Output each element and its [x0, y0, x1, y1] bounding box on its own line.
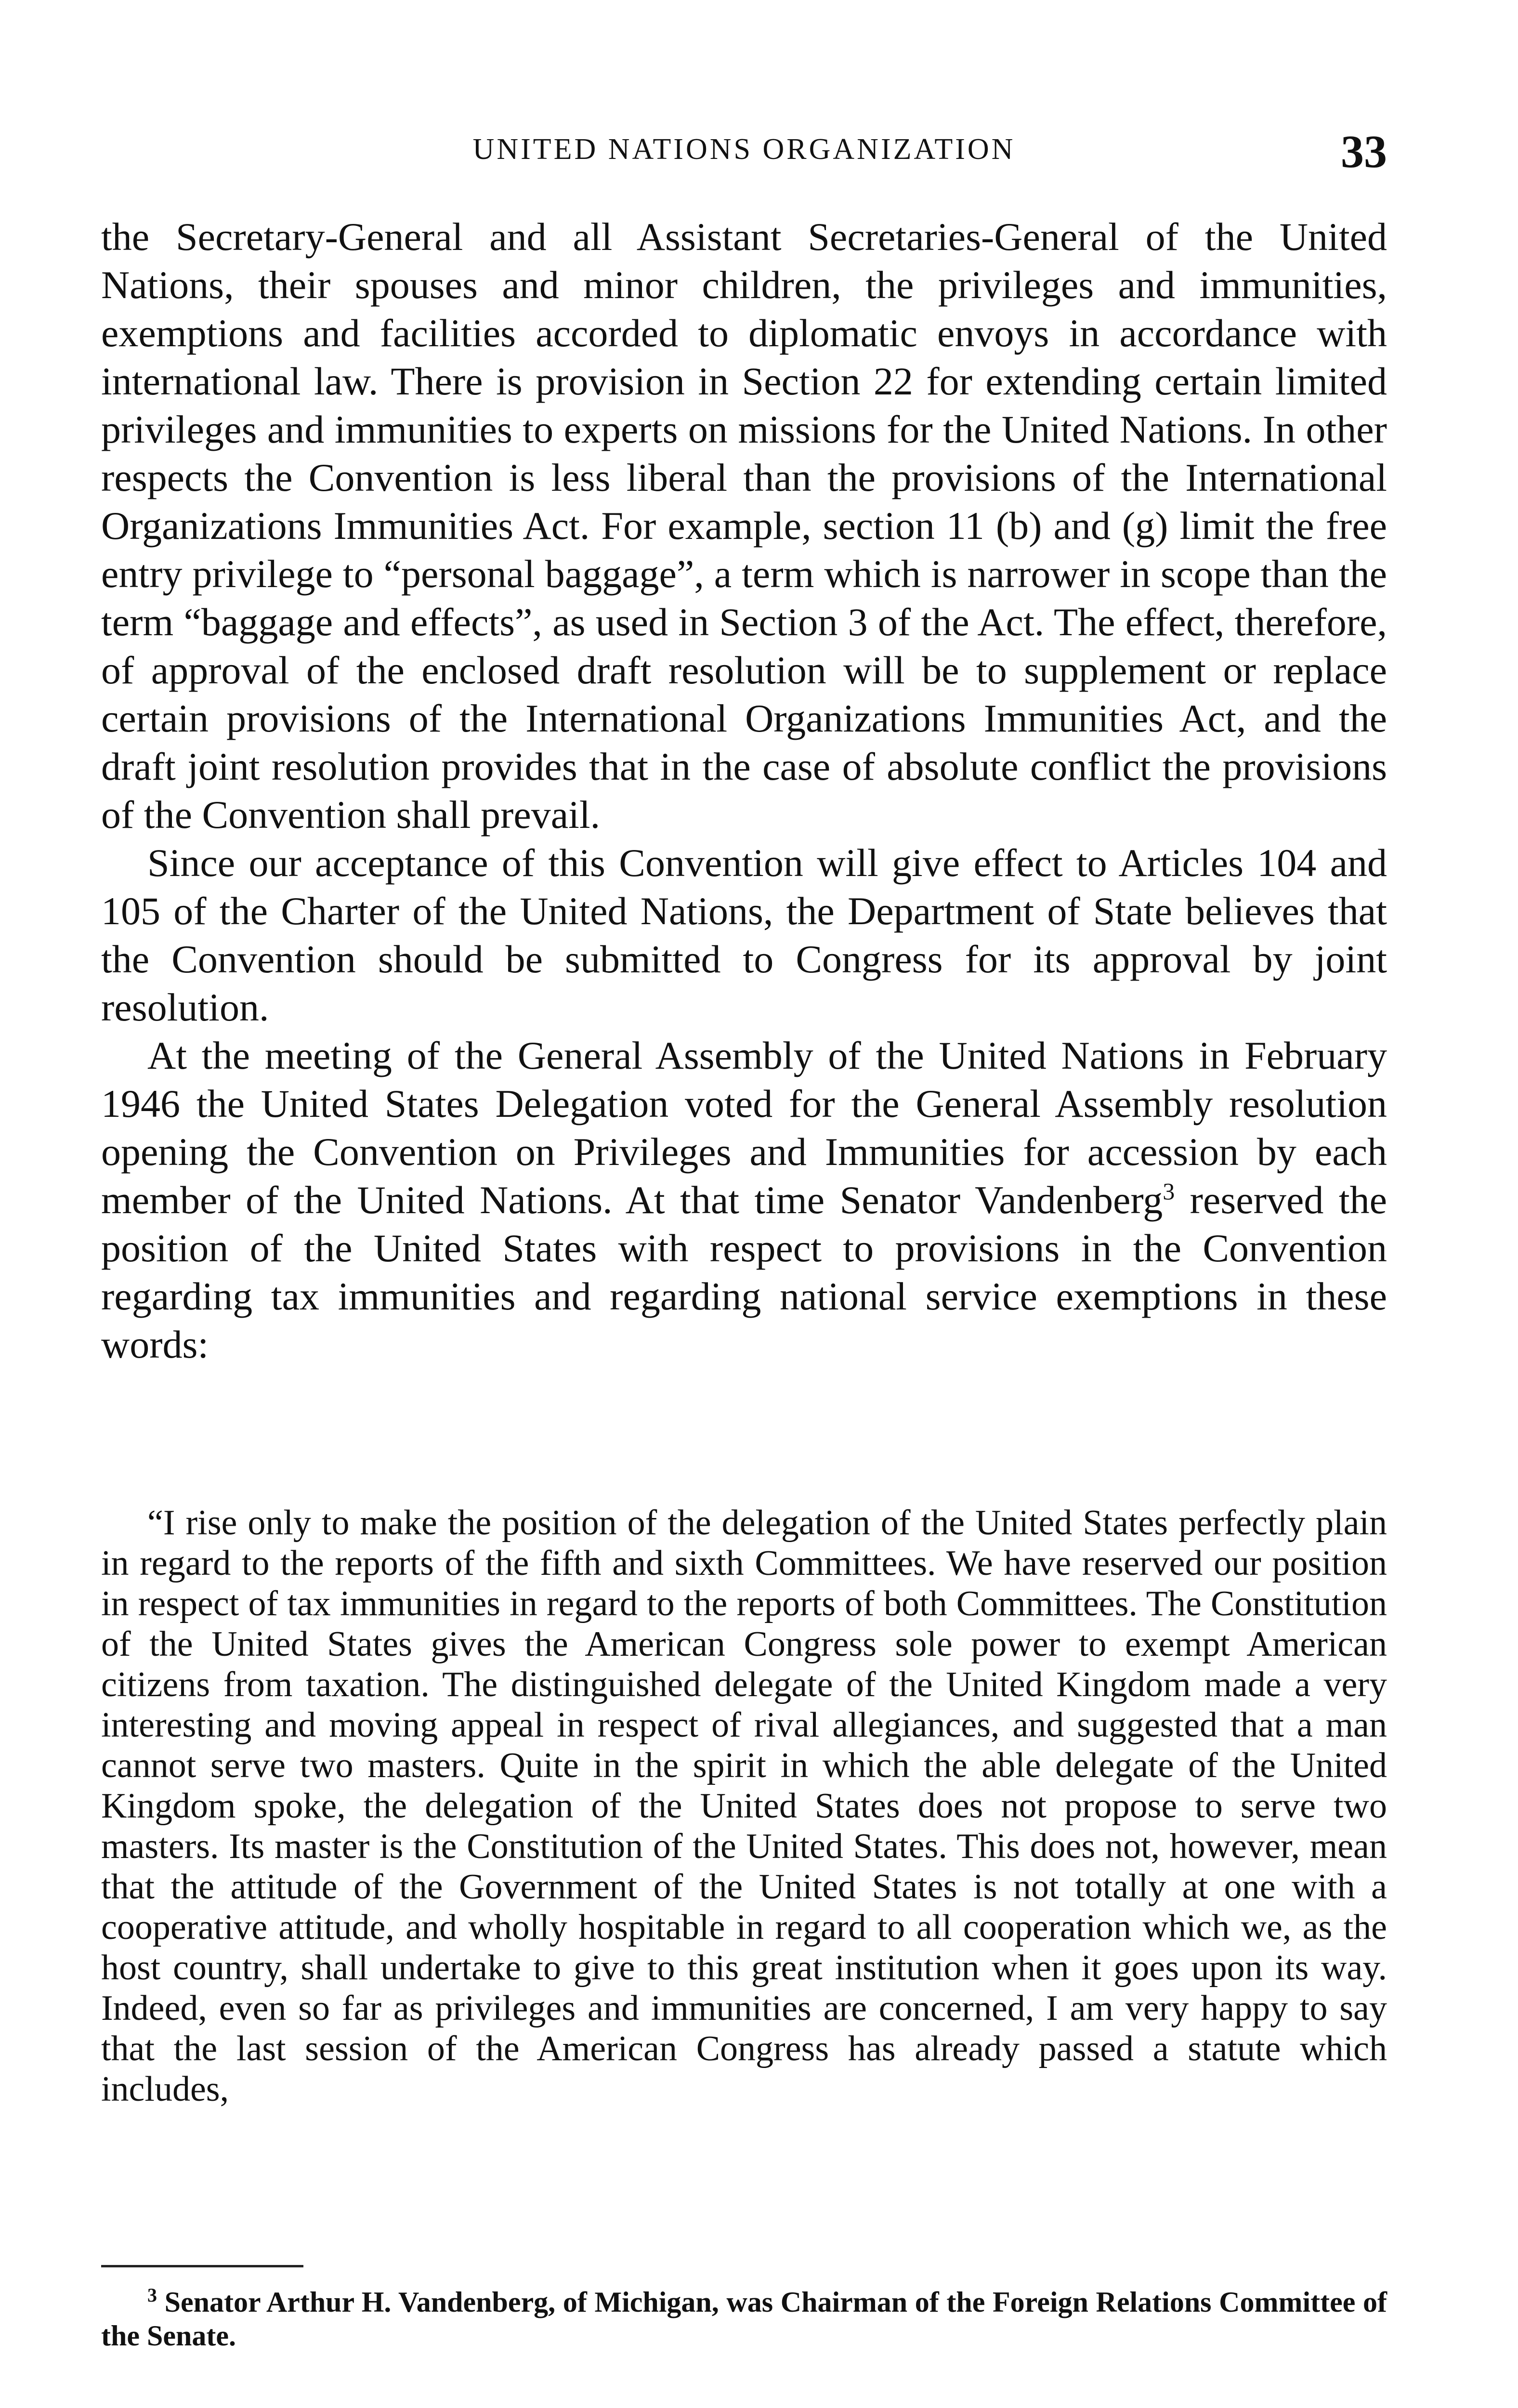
paragraph-general-assembly: [101, 1032, 1387, 1369]
footnote-marker: 3: [147, 2284, 157, 2306]
footnote-divider: [101, 2265, 303, 2267]
block-quote: [101, 1503, 1387, 2109]
paragraph-continuation: the Secretary-General and all Assistant Secretaries-General of the United Nations, their spouses and minor children, the privileges and immunities, exemptions and facilities accorded to diplomatic envoys in accordance with international law. There is provision in Section 22 for extending certain limited privileges and immunities to experts on missions for the United Nations. In other respects the Convention is less liberal than the provisions of the International Organizations Immunities Act. For example, section 11 (b) and (g) limit the free entry privilege to “personal baggage”, a term which is narrower in scope than the term “baggage and effects”, as used in Section 3 of the Act. The effect, therefore, of approval of the enclosed draft resolution will be to supplement or replace certain provisions of the International Organizations Immunities Act, and the draft joint resolution provides that in the case of absolute conflict the provisions of the Convention shall prevail.: [101, 215, 1387, 837]
footnote: [101, 2285, 1387, 2353]
page-number: 33: [1341, 126, 1387, 177]
footnote-reference: 3: [1163, 1178, 1175, 1205]
body-text: [101, 213, 1387, 1369]
paragraph-text-before-ref: At the meeting of the General Assembly of the United Nations in February 1946 the United States Delegation voted for the General Assembly resolution opening the Convention on Privileges and Immunities for accession by each member of the United Nations. At that time Senator Vandenberg: [101, 1034, 1387, 1222]
quote-text: “I rise only to make the position of the delegation of the United States perfectly plain in regard to the reports of the fifth and sixth Committees. We have reserved our position in respect of tax immunities in regard to the reports of both Committees. The Constitution of the United States gives the American Congress sole power to exempt American citizens from taxation. The distinguished delegate of the United Kingdom made a very interesting and moving appeal in respect of rival allegiances, and suggested that a man cannot serve two masters. Quite in the spirit in which the able delegate of the United Kingdom spoke, the delegation of the United States does not propose to serve two masters. Its master is the Constitution of the United States. This does not, however, mean that the attitude of the Government of the United States is not totally at one with a cooperative attitude, and wholly hospitable in regard to all cooperation which we, as the host country, shall undertake to give to this great institution when it goes upon its way. Indeed, even so far as privileges and immunities are concerned, I am very happy to say that the last session of the American Congress has already passed a statute which includes,: [101, 1503, 1387, 2109]
paragraph-text-after-ref: reserved the position of the United States with respect to provisions in the Convention regarding tax immunities and regarding national service exemptions in these words:: [101, 1178, 1387, 1366]
page-header: [101, 128, 1387, 181]
paragraph-charter: Since our acceptance of this Convention will give effect to Articles 104 and 105 of the Charter of the United Nations, the Department of State believes that the Convention should be submitted to Congress for its approval by joint resolution.: [101, 841, 1387, 1029]
running-title: UNITED NATIONS ORGANIZATION: [472, 133, 1016, 166]
footnote-text: Senator Arthur H. Vandenberg, of Michigan, was Chairman of the Foreign Relations Committee of the Senate.: [101, 2286, 1387, 2352]
